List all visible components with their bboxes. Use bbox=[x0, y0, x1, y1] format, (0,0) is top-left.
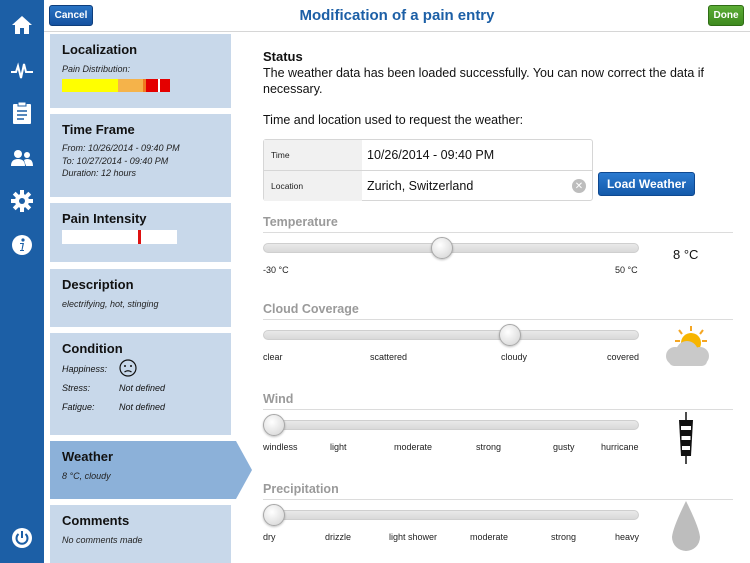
power-icon[interactable] bbox=[10, 526, 34, 550]
section-weather[interactable] bbox=[50, 441, 236, 499]
precipitation-tick-label: light shower bbox=[389, 532, 438, 542]
cloud-coverage-slider-thumb[interactable] bbox=[499, 324, 521, 346]
time-label: Time bbox=[264, 140, 362, 170]
section-time-frame[interactable] bbox=[50, 114, 231, 197]
precipitation-tick-label: moderate bbox=[470, 532, 509, 542]
weather-request-form bbox=[263, 139, 593, 201]
cloud-tick-label: covered bbox=[607, 352, 640, 362]
windsock-icon bbox=[675, 412, 697, 469]
temperature-max-label: 50 °C bbox=[615, 265, 638, 275]
entry-sections-sidebar bbox=[44, 32, 250, 563]
wind-title: Wind bbox=[263, 392, 294, 406]
request-label: Time and location used to request the weather: bbox=[263, 113, 524, 127]
section-title: Time Frame bbox=[62, 122, 135, 137]
wind-tick-label: windless bbox=[263, 442, 298, 452]
done-button[interactable]: Done bbox=[708, 5, 744, 26]
top-bar bbox=[44, 0, 750, 32]
location-row bbox=[264, 171, 592, 201]
icon-rail bbox=[0, 0, 44, 563]
section-localization[interactable] bbox=[50, 34, 231, 108]
cloud-coverage-slider-track[interactable] bbox=[263, 330, 639, 340]
temperature-min-label: -30 °C bbox=[263, 265, 289, 275]
location-label: Location bbox=[264, 171, 362, 201]
wind-slider-thumb[interactable] bbox=[263, 414, 285, 436]
precipitation-tick-label: strong bbox=[551, 532, 577, 542]
time-duration: Duration: 12 hours bbox=[62, 168, 137, 178]
cloud-tick-label: scattered bbox=[370, 352, 408, 362]
wind-tick-label: strong bbox=[476, 442, 502, 452]
status-title: Status bbox=[263, 49, 303, 64]
temperature-title: Temperature bbox=[263, 215, 338, 229]
info-icon[interactable] bbox=[10, 233, 34, 257]
location-field[interactable]: Zurich, Switzerland bbox=[367, 179, 474, 193]
precipitation-tick-label: dry bbox=[263, 532, 276, 542]
section-comments[interactable] bbox=[50, 505, 231, 563]
weather-summary: 8 °C, cloudy bbox=[62, 471, 111, 481]
wind-tick-label: hurricane bbox=[601, 442, 639, 452]
wind-tick-label: moderate bbox=[394, 442, 433, 452]
section-title: Localization bbox=[62, 42, 138, 57]
time-to: To: 10/27/2014 - 09:40 PM bbox=[62, 155, 169, 166]
raindrop-icon bbox=[669, 499, 703, 558]
pulse-icon[interactable] bbox=[10, 59, 34, 83]
time-field[interactable]: 10/26/2014 - 09:40 PM bbox=[367, 148, 495, 162]
precipitation-tick-label: heavy bbox=[615, 532, 640, 542]
precipitation-title: Precipitation bbox=[263, 482, 339, 496]
clear-icon[interactable]: ✕ bbox=[572, 179, 586, 193]
cloud-coverage-title: Cloud Coverage bbox=[263, 302, 359, 316]
time-from: From: 10/26/2014 - 09:40 PM bbox=[62, 143, 180, 153]
pain-intensity-bar bbox=[62, 230, 177, 244]
precipitation-slider-thumb[interactable] bbox=[263, 504, 285, 526]
temperature-slider-thumb[interactable] bbox=[431, 237, 453, 259]
precipitation-tick-label: drizzle bbox=[325, 532, 352, 542]
fatigue-value: Not defined bbox=[119, 401, 166, 412]
home-icon[interactable] bbox=[10, 13, 34, 37]
people-icon[interactable] bbox=[10, 146, 34, 170]
cancel-button[interactable]: Cancel bbox=[49, 5, 93, 26]
wind-tick-label: gusty bbox=[553, 442, 575, 452]
section-title: Description bbox=[62, 277, 134, 292]
section-description[interactable] bbox=[50, 269, 231, 327]
temperature-readout: 8 °C bbox=[673, 247, 699, 262]
pain-distribution-label: Pain Distribution: bbox=[62, 64, 131, 74]
section-pain-intensity[interactable] bbox=[50, 203, 231, 262]
section-title: Pain Intensity bbox=[62, 211, 147, 226]
precipitation-slider-track[interactable] bbox=[263, 510, 639, 520]
section-condition[interactable] bbox=[50, 333, 231, 435]
cloud-tick-label: cloudy bbox=[501, 352, 528, 362]
happiness-label: Happiness: bbox=[62, 363, 108, 374]
stress-value: Not defined bbox=[119, 382, 166, 393]
gear-icon[interactable] bbox=[10, 189, 34, 213]
comments-text: No comments made bbox=[62, 535, 143, 545]
section-title: Comments bbox=[62, 513, 130, 528]
partly-cloudy-icon bbox=[659, 324, 715, 375]
weather-detail-panel bbox=[263, 32, 750, 563]
time-row bbox=[264, 140, 592, 170]
status-message: The weather data has been loaded successfully. You can now correct the data if necessary. bbox=[263, 66, 705, 96]
pain-distribution-bar bbox=[62, 79, 170, 92]
stress-label: Stress: bbox=[62, 382, 91, 393]
page-title: Modification of a pain entry bbox=[299, 7, 495, 24]
wind-slider-track[interactable] bbox=[263, 420, 639, 430]
section-title: Weather bbox=[62, 449, 114, 464]
wind-tick-label: light bbox=[330, 442, 347, 452]
fatigue-label: Fatigue: bbox=[62, 401, 95, 412]
cloud-tick-label: clear bbox=[263, 352, 283, 362]
section-title: Condition bbox=[62, 341, 123, 356]
sad-face-icon bbox=[119, 359, 137, 379]
description-text: electrifying, hot, stinging bbox=[62, 299, 159, 309]
load-weather-button[interactable]: Load Weather bbox=[598, 172, 695, 196]
clipboard-icon[interactable] bbox=[10, 101, 34, 125]
pain-intensity-marker bbox=[138, 230, 141, 244]
